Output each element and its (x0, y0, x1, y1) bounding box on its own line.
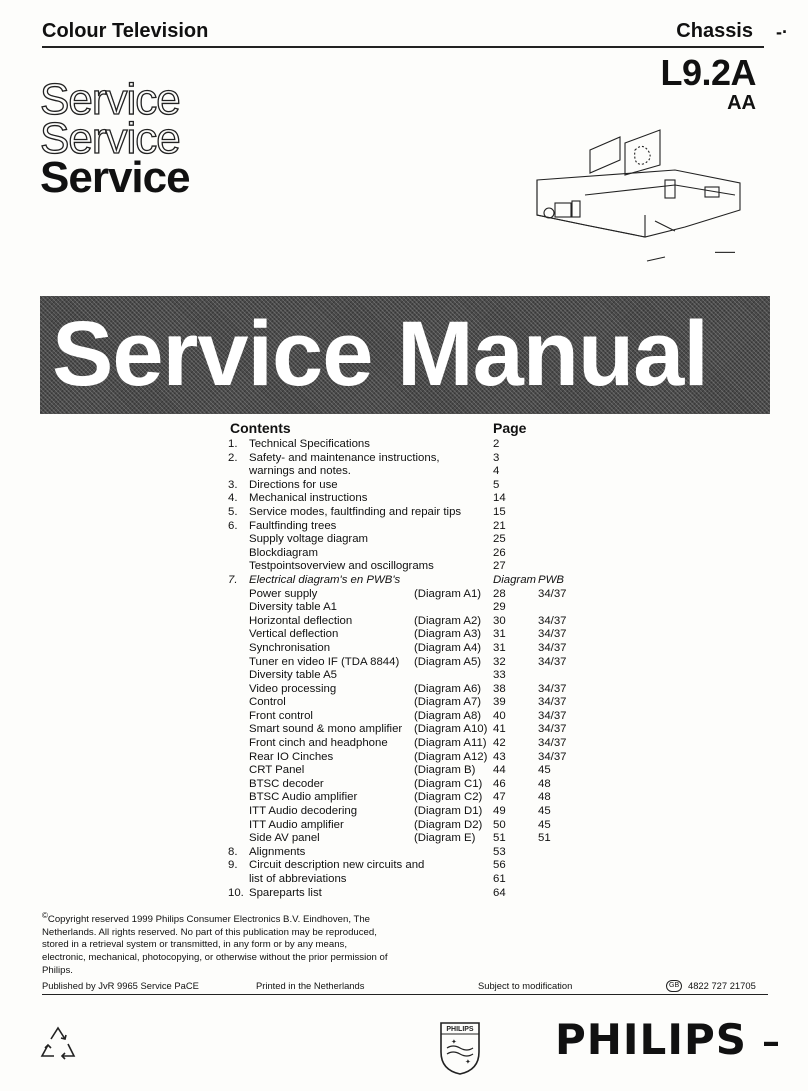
row-page: 61 (493, 873, 506, 885)
row-diagram: (Diagram A1) (414, 587, 482, 600)
row-title: BTSC Audio amplifier (249, 791, 358, 804)
row-diagram: (Diagram D2) (414, 818, 483, 831)
row-title: Supply voltage diagram (249, 533, 369, 546)
row-pwb: 34/37 (538, 682, 567, 695)
contents-row (228, 723, 768, 737)
row-page: 31 (493, 628, 506, 641)
row-title: Control (249, 696, 286, 709)
row-title: Safety- and maintenance instructions, (249, 451, 440, 464)
model-number: L9.2A (660, 52, 756, 93)
contents-row (228, 778, 768, 792)
language-badge: GB (666, 980, 682, 992)
star-icon: ✦ (451, 1039, 457, 1046)
contents-row (228, 846, 768, 860)
row-title: Side AV panel (249, 832, 320, 845)
contents-row (228, 520, 768, 534)
row-page: 30 (493, 614, 506, 627)
row-number: 10. (228, 886, 244, 899)
row-diagram: (Diagram A6) (414, 682, 482, 695)
row-title: Service modes, faultfinding and repair tips (249, 505, 462, 518)
contents-row (228, 669, 768, 683)
row-diagram: (Diagram D1) (414, 805, 483, 818)
row-number: 1. (228, 438, 238, 450)
row-page: 47 (493, 791, 506, 804)
row-title: Diversity table A5 (249, 669, 337, 682)
row-diagram: (Diagram A4) (414, 641, 482, 654)
row-page: 38 (493, 682, 506, 695)
row-title: Circuit description new circuits and (249, 859, 425, 872)
row-title: Synchronisation (249, 641, 331, 654)
row-number: 3. (228, 478, 238, 491)
row-diagram: (Diagram B) (414, 764, 476, 777)
brand-wordmark: PHILIPS (555, 1015, 747, 1064)
page-heading: Page (493, 420, 527, 436)
row-number: 4. (228, 492, 238, 505)
row-diagram: (Diagram C2) (414, 791, 483, 804)
row-page: 41 (493, 723, 506, 736)
row-title: Testpointsoverview and oscillograms (249, 560, 434, 573)
row-page: 50 (493, 818, 506, 831)
row-page: 44 (493, 764, 506, 777)
copyright-line-2: Netherlands. All rights reserved. No part of this publication may be reproduced, (42, 926, 377, 938)
copyright-line-3: stored in a retrieval system or transmitted, in any form or by any means, (42, 939, 347, 951)
row-page: 28 (493, 587, 506, 600)
row-page: 25 (493, 533, 506, 546)
row-pwb: 34/37 (538, 709, 567, 722)
contents-row (228, 438, 768, 452)
contents-row (228, 479, 768, 493)
row-page: 39 (493, 696, 506, 709)
brand-mark: ▬ (764, 1033, 778, 1049)
row-pwb: 34/37 (538, 737, 567, 750)
row-page: 56 (493, 859, 506, 872)
contents-row (228, 764, 768, 778)
product-type: Colour Television (42, 20, 209, 42)
contents-row (228, 696, 768, 710)
row-page: 42 (493, 737, 506, 750)
row-title: Rear IO Cinches (249, 750, 334, 763)
row-title: Electrical diagram's en PWB's (249, 573, 401, 586)
contents-row (228, 683, 768, 697)
row-title: ITT Audio decodering (249, 805, 358, 818)
row-pwb: 45 (538, 818, 551, 831)
row-pwb: 34/37 (538, 614, 567, 627)
row-page: 14 (493, 492, 506, 505)
row-diagram: (Diagram A10) (414, 723, 488, 736)
row-pwb: 34/37 (538, 587, 567, 600)
contents-row (228, 710, 768, 724)
row-title: Technical Specifications (249, 438, 370, 450)
row-page: 43 (493, 750, 506, 763)
row-title: Faultfinding trees (249, 519, 337, 532)
contents-rows (228, 438, 768, 900)
row-pwb: 48 (538, 777, 551, 790)
contents-row (228, 574, 768, 588)
row-diagram: (Diagram A11) (414, 737, 487, 750)
svg-text:▬▬▬▬▬: ▬▬▬▬▬ (715, 249, 735, 254)
row-pwb: 34/37 (538, 655, 567, 668)
row-diagram: (Diagram C1) (414, 777, 483, 790)
shield-label: PHILIPS (446, 1026, 474, 1033)
contents-row (228, 492, 768, 506)
contents-row (228, 751, 768, 765)
row-page: 51 (493, 832, 506, 845)
row-title: BTSC decoder (249, 777, 324, 790)
row-page: 3 (493, 451, 500, 464)
row-number: 7. (228, 573, 238, 586)
row-page: 32 (493, 655, 506, 668)
chassis-mark: -· (776, 22, 788, 42)
row-number: 8. (228, 845, 238, 858)
contents-row (228, 465, 768, 479)
row-title: Smart sound & mono amplifier (249, 723, 403, 736)
document-code: 4822 727 21705 (688, 980, 756, 991)
contents-header (228, 420, 768, 438)
contents-row (228, 656, 768, 670)
header-rule (42, 46, 764, 48)
row-page: 2 (493, 438, 500, 450)
chassis-illustration (525, 125, 775, 275)
row-title: Tuner en video IF (TDA 8844) (249, 655, 400, 668)
row-page: 31 (493, 641, 506, 654)
copyright-line-5: Philips. (42, 964, 73, 976)
contents-row (228, 588, 768, 602)
row-page: 33 (493, 669, 506, 682)
contents-heading: Contents (230, 420, 291, 436)
contents-row (228, 805, 768, 819)
row-title: Directions for use (249, 478, 338, 491)
row-title: Alignments (249, 845, 306, 858)
model-variant: AA (727, 92, 756, 114)
service-solid: Service (40, 153, 190, 202)
row-page: 5 (493, 478, 500, 491)
row-pwb: 34/37 (538, 628, 567, 641)
contents-row (228, 887, 768, 901)
contents-row (228, 859, 768, 873)
contents-row (228, 791, 768, 805)
published-by: Published by JvR 9965 Service PaCE (42, 980, 199, 991)
copyright-line-1: Copyright reserved 1999 Philips Consumer Electronics B.V. Eindhoven, The (47, 914, 371, 926)
row-pwb: 34/37 (538, 723, 567, 736)
contents-row (228, 452, 768, 466)
contents-row (228, 832, 768, 846)
banner-title: Service Manual (52, 303, 708, 405)
row-title: Front cinch and headphone (249, 737, 388, 750)
copyright-line-4: electronic, mechanical, photocopying, or otherwise without the prior permission of (42, 951, 388, 963)
copyright-notice (42, 910, 402, 977)
contents-row (228, 737, 768, 751)
row-title: Horizontal deflection (249, 614, 353, 627)
printed-in: Printed in the Netherlands (256, 980, 365, 991)
row-page: 46 (493, 777, 506, 790)
row-pwb: 45 (538, 764, 551, 777)
row-title: Blockdiagram (249, 546, 319, 559)
row-diagram: (Diagram A12) (414, 750, 488, 763)
row-title: ITT Audio amplifier (249, 818, 344, 831)
row-pwb: 34/37 (538, 641, 567, 654)
row-page: 49 (493, 805, 506, 818)
contents-row (228, 601, 768, 615)
row-title: CRT Panel (249, 764, 305, 777)
row-page: 27 (493, 560, 506, 573)
row-number: 6. (228, 519, 238, 532)
contents-row (228, 533, 768, 547)
philips-shield-icon (438, 1020, 482, 1076)
service-outline-2: Service (40, 114, 180, 163)
row-title: list of abbreviations (249, 873, 347, 885)
row-diagram: (Diagram E) (414, 832, 476, 845)
row-page: 64 (493, 886, 506, 899)
row-page: 29 (493, 601, 506, 614)
row-title: Video processing (249, 682, 337, 695)
row-pwb: 48 (538, 791, 551, 804)
contents-row (228, 560, 768, 574)
contents-row (228, 873, 768, 887)
row-title: warnings and notes. (249, 465, 351, 478)
row-page: 21 (493, 519, 506, 532)
row-pwb: 34/37 (538, 750, 567, 763)
copyright-symbol: © (42, 911, 48, 920)
row-diagram: (Diagram A7) (414, 696, 482, 709)
row-pwb: 34/37 (538, 696, 567, 709)
contents-row (228, 642, 768, 656)
row-page: 26 (493, 546, 506, 559)
row-number: 9. (228, 859, 238, 872)
chassis-label: Chassis (676, 20, 753, 42)
contents-row (228, 506, 768, 520)
footer-rule (42, 994, 768, 995)
row-diagram: (Diagram A3) (414, 628, 482, 641)
row-page: 15 (493, 505, 506, 518)
row-title: Front control (249, 709, 313, 722)
row-number: 5. (228, 505, 238, 518)
recycle-icon (38, 1025, 78, 1061)
row-title: Diversity table A1 (249, 601, 337, 614)
contents-table (228, 420, 768, 900)
row-title: Power supply (249, 587, 318, 600)
row-diagram: (Diagram A5) (414, 655, 482, 668)
star-icon-2: ✦ (465, 1059, 471, 1066)
row-pwb: 45 (538, 805, 551, 818)
row-page: 53 (493, 845, 506, 858)
row-diagram: (Diagram A8) (414, 709, 482, 722)
row-page: 40 (493, 709, 506, 722)
contents-row (228, 628, 768, 642)
row-pwb: 51 (538, 832, 551, 845)
title-banner (40, 296, 770, 414)
service-outline-1: Service (40, 75, 180, 124)
contents-row (228, 819, 768, 833)
subject-to-modification: Subject to modification (478, 980, 573, 991)
row-diagram: (Diagram A2) (414, 614, 482, 627)
row-number: 2. (228, 451, 238, 464)
row-title: Spareparts list (249, 886, 322, 899)
row-page: Diagram (493, 573, 537, 586)
row-title: Vertical deflection (249, 628, 339, 641)
row-page: 4 (493, 465, 500, 478)
contents-row (228, 615, 768, 629)
contents-row (228, 547, 768, 561)
row-pwb: PWB (538, 573, 564, 586)
row-title: Mechanical instructions (249, 492, 368, 505)
